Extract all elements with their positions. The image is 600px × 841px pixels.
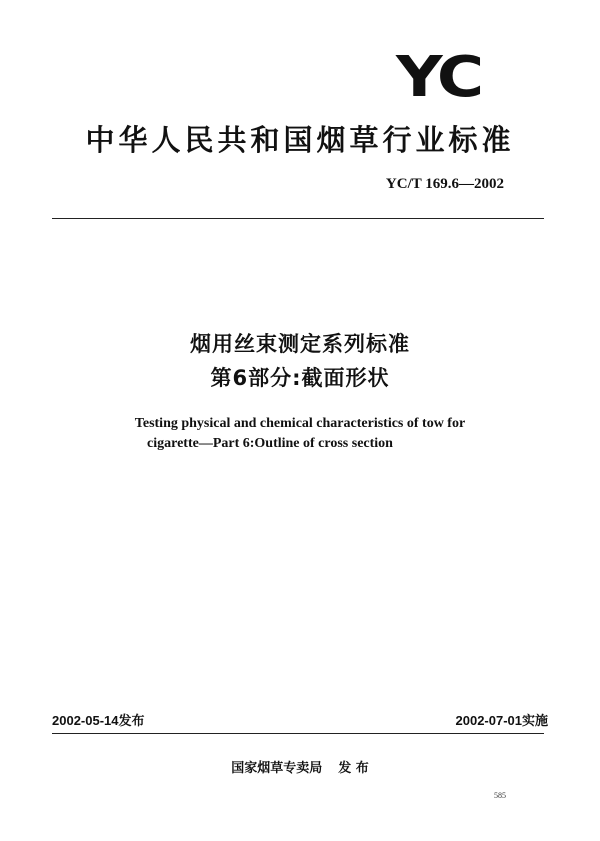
implementation-date: 2002-07-01实施 (455, 713, 548, 728)
top-divider (52, 218, 544, 219)
bottom-divider (52, 733, 544, 734)
standard-number: YC/T 169.6—2002 (385, 176, 504, 192)
publisher-verb: 发 布 (338, 761, 369, 776)
org-title: 中华人民共和国烟草行业标准 (85, 123, 515, 157)
page-number: 585 (494, 791, 506, 800)
publisher-line (0, 760, 600, 778)
english-title-line-1: Testing physical and chemical characteristics of tow for (134, 416, 466, 431)
yc-logo: YC (396, 45, 481, 110)
publisher-name: 国家烟草专卖局 (231, 761, 323, 776)
issue-date: 2002-05-14发布 (52, 713, 145, 728)
chinese-title-line-2: 第6部分:截面形状 (210, 366, 390, 390)
chinese-title-line-1: 烟用丝束测定系列标准 (190, 332, 410, 356)
english-title-line-2: cigarette—Part 6:Outline of cross section (147, 436, 393, 451)
